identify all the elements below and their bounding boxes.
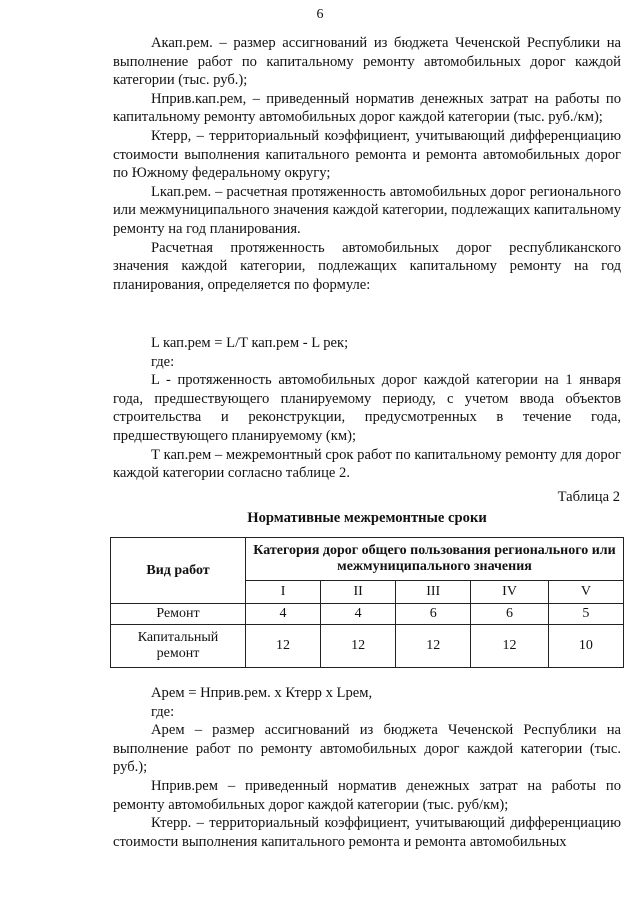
header-category-5: V	[548, 581, 623, 604]
where-label: где:	[151, 703, 175, 720]
table-title: Нормативные межремонтные сроки	[247, 510, 487, 526]
table-cell: 4	[321, 604, 396, 625]
row-name: Капитальный ремонт	[111, 625, 246, 668]
table-row	[111, 625, 624, 668]
row-name: Ремонт	[111, 604, 246, 625]
paragraph-tkap-rem: Т кап.рем – межремонтный срок работ по капитальному ремонту для дорог каждой категории согласно таблице 2.	[113, 446, 621, 482]
where-label: где:	[151, 353, 175, 370]
header-category-1: I	[246, 581, 321, 604]
paragraph-npriv-kap-rem: Нприв.кап.рем, – приведенный норматив денежных затрат на работы по капитальному ремонту автомобильных дорог каждой категории (тыс. руб./км);	[113, 90, 621, 126]
table-cell: 12	[321, 625, 396, 668]
header-category: Категория дорог общего пользования регионального или межмуниципального значения	[246, 538, 624, 581]
formula-block-1	[113, 334, 621, 483]
page-number: 6	[316, 7, 324, 22]
formula-lkap-rem: L кап.рем = L/T кап.рем - L рек;	[151, 335, 349, 351]
table-cell: 6	[471, 604, 549, 625]
paragraph-kterr: Ктерр, – территориальный коэффициент, учитывающий дифференциацию стоимости выполнения капитального ремонта и ремонта автомобильных дорог по Южному федеральному округу;	[113, 127, 621, 182]
header-kind: Вид работ	[111, 538, 246, 604]
paragraph-kterr-2: Ктерр. – территориальный коэффициент, учитывающий дифференциацию стоимости выполнения капитального ремонта и ремонта автомобильных	[113, 815, 621, 850]
table-cell: 12	[396, 625, 471, 668]
table-cell: 12	[246, 625, 321, 668]
table-label: Таблица 2	[557, 489, 620, 505]
formula-block-2	[113, 684, 621, 851]
table-cell: 5	[548, 604, 623, 625]
table-cell: 10	[548, 625, 623, 668]
paragraph-arem: Арем – размер ассигнований из бюджета Чеченской Республики на выполнение работ по ремонту автомобильных дорог каждой категории (тыс. руб.);	[113, 722, 621, 776]
header-category-3: III	[396, 581, 471, 604]
paragraph-akap-rem: Акап.рем. – размер ассигнований из бюджета Чеченской Республики на выполнение работ по капитальному ремонту автомобильных дорог каждой категории (тыс. руб.);	[113, 35, 621, 89]
paragraph-lkap-rem: Lкап.рем. – расчетная протяженность автомобильных дорог регионального или межмуниципального значения каждой категории, подлежащих капитальному ремонту на год планирования.	[113, 183, 621, 237]
table-cell: 4	[246, 604, 321, 625]
norms-table	[110, 537, 624, 668]
header-category-2: II	[321, 581, 396, 604]
paragraph-npriv-rem: Нприв.рем – приведенный норматив денежных затрат на работы по ремонту автомобильных дорог каждой категории (тыс. руб/км);	[113, 777, 621, 813]
table-row	[111, 604, 624, 625]
table-cell: 6	[396, 604, 471, 625]
definitions-block-1	[113, 34, 621, 294]
formula-arem: Арем = Нприв.рем. х Ктерр х Lрем,	[151, 685, 373, 701]
paragraph-formula-intro: Расчетная протяженность автомобильных дорог республиканского значения каждой категории, подлежащих капитальному ремонту на год планирования, определяется по формуле:	[113, 239, 621, 293]
table-cell: 12	[471, 625, 549, 668]
paragraph-l-length: L - протяженность автомобильных дорог каждой категории на 1 января года, предшествующего планируемому периоду, с учетом ввода объектов строительства и реконструкции, предусмотренных в течение года, предшествующего планируемому (км);	[113, 372, 621, 444]
header-category-4: IV	[471, 581, 549, 604]
